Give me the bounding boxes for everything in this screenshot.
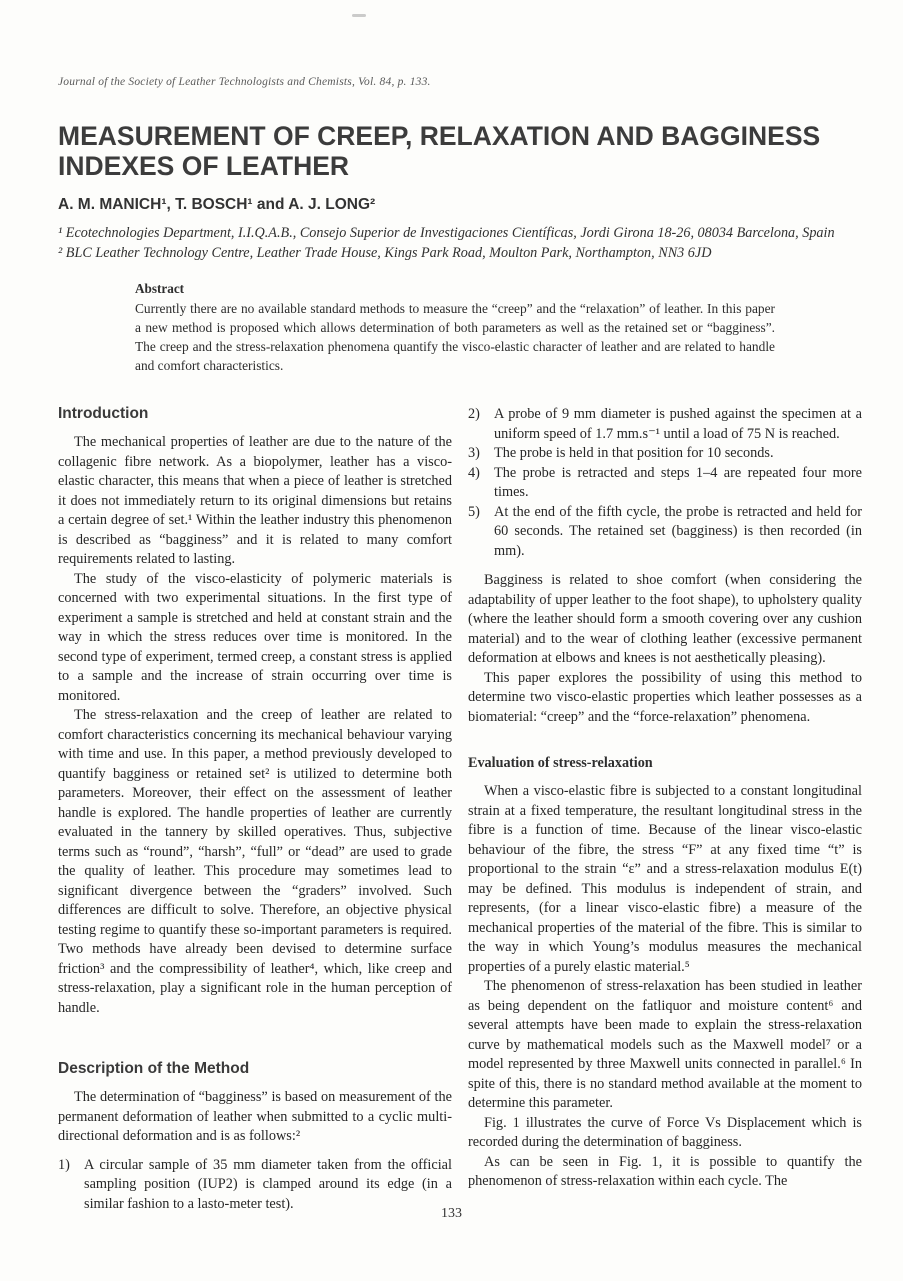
section-heading-introduction: Introduction [58, 405, 149, 422]
method-step-5 [468, 503, 862, 562]
affiliation-2: ² BLC Leather Technology Centre, Leather Trade House, Kings Park Road, Moulton Park, Northampton, NN3 6JD [58, 245, 712, 261]
fig1-discussion-paragraph: As can be seen in Fig. 1, it is possible to quantify the phenomenon of stress-relaxation within each cycle. The [468, 1153, 862, 1189]
abstract-text: Currently there are no available standard methods to measure the “creep” and the “relaxation” of leather. In this paper a new method is proposed which allows determination of both parameters as well as the retained set or “bagginess”. The creep and the stress-relaxation phenomena quantify the visco-elastic character of leather and are related to handle and comfort characteristics. [135, 301, 775, 373]
step-text: A circular sample of 35 mm diameter taken from the official sampling position (IUP2) is clamped around its edge (in a similar fashion to a lasto-meter test). [84, 1156, 452, 1212]
intro-paragraph-3: The stress-relaxation and the creep of leather are related to comfort characteristics concerning its mechanical behaviour varying with time and use. In this paper, a method previously developed to quantify bagginess or retained set² is utilized to determine both parameters. Moreover, their effect on the assessment of leather handle is explored. The handle properties of leather are currently evaluated in the tannery by skilled operatives. Thus, subjective terms such as “round”, “harsh”, “full” or “dead” are used to grade the quality of leather. This procedure may sometimes lead to significant divergence between the “graders” involved. Such differences are difficult to solve. Therefore, an objective physical testing regime to quantify these so-important parameters is required. Two methods have already been devised to determine surface friction³ and the compressibility of leather⁴, which, like creep and stress-relaxation, play a significant role in the human perception of handle. [58, 707, 452, 1016]
spacer [58, 1147, 452, 1156]
affiliations-block [58, 223, 862, 263]
spacer [468, 561, 862, 571]
step-number: 5) [468, 503, 480, 520]
step-number: 2) [468, 406, 480, 422]
abstract-block [135, 281, 775, 375]
method-step-2 [468, 405, 862, 444]
paper-scope-paragraph: This paper explores the possibility of using this method to determine two visco-elastic properties which leather possesses as a biomaterial: “creep” and the “force-relaxation” phenomena. [468, 669, 862, 725]
right-column [468, 405, 862, 1214]
journal-citation-line: Journal of the Society of Leather Technologists and Chemists, Vol. 84, p. 133. [58, 76, 431, 88]
evaluation-paragraph-1: When a visco-elastic fibre is subjected to a constant longitudinal strain at a fixed temperature, the resultant longitudinal stress in the fibre is a function of time. Because of the linear visco-elastic behaviour of the fibre, the stress “F” at any fixed time “t” is proportional to the strain “ε” and a stress-relaxation modulus E(t) may be defined. This modulus is independent of strain, and represents, (for a linear visco-elastic fibre) a measure of the mechanical properties of the material of the fibre. This is similar to the way in which Young’s modulus measures the mechanical properties of a purely elastic material.⁵ [468, 783, 862, 975]
step-number: 3) [468, 445, 480, 461]
intro-paragraph-2: The study of the visco-elasticity of polymeric materials is concerned with two experimental situations. In the first type of experiment a sample is stretched and held at constant strain and the way in which the stress reduces over time is monitored. In the second type of experiment, termed creep, a constant stress is applied to a sample and the increase of strain occurring over time is monitored. [58, 570, 452, 704]
method-paragraph: The determination of “bagginess” is based on measurement of the permanent deformation of leather when submitted to a cyclic multi-directional deformation and is as follows:² [58, 1089, 452, 1144]
step-text: At the end of the fifth cycle, the probe is retracted and held for 60 seconds. The retained set (bagginess) is then recorded (in mm). [494, 503, 862, 559]
bagginess-paragraph: Bagginess is related to shoe comfort (when considering the adaptability of upper leather to the foot shape), to upholstery quality (where the leather should form a smooth covering over any cushion material) and to the wear of clothing leather (excessive permanent deformation at elbows and knees is not aesthetically pleasing). [468, 572, 862, 666]
paper-title: MEASUREMENT OF CREEP, RELAXATION AND BAGGINESS INDEXES OF LEATHER [58, 121, 821, 181]
left-column [58, 405, 452, 1214]
step-number: 1) [58, 1156, 70, 1173]
two-column-body [58, 405, 862, 1214]
fig1-reference-paragraph: Fig. 1 illustrates the curve of Force Vs Displacement which is recorded during the determination of bagginess. [468, 1114, 862, 1150]
section-heading-evaluation: Evaluation of stress-relaxation [468, 755, 653, 771]
step-text: A probe of 9 mm diameter is pushed against the specimen at a uniform speed of 1.7 mm.s⁻¹ until a load of 75 N is reached. [494, 406, 862, 442]
step-text: The probe is held in that position for 10 seconds. [494, 445, 774, 461]
method-step-3 [468, 444, 862, 464]
intro-paragraph-1: The mechanical properties of leather are due to the nature of the collagenic fibre network. As a biopolymer, leather has a visco-elastic character, this means that when a piece of leather is stretched it does not immediately return to its original dimensions but retains a certain degree of set.¹ Within the leather industry this phenomenon is described as “bagginess” and it is related to many comfort requirements related to lasting. [58, 434, 452, 567]
section-heading-method: Description of the Method [58, 1060, 250, 1077]
method-step-4 [468, 464, 862, 503]
scan-artifact [352, 14, 366, 17]
abstract-heading: Abstract [135, 281, 185, 296]
authors-line: A. M. MANICH¹, T. BOSCH¹ and A. J. LONG² [58, 196, 376, 213]
evaluation-paragraph-2: The phenomenon of stress-relaxation has been studied in leather as being dependent on the fatliquor and moisture content⁶ and several attempts have been made to explain the stress-relaxation curve by mathematical models such as the Maxwell model⁷ or a model represented by three Maxwell units connected in parallel.⁶ In spite of this, there is no standard method available at the moment to determine this parameter. [468, 978, 862, 1111]
page-number: 133 [441, 1206, 462, 1221]
affiliation-1: ¹ Ecotechnologies Department, I.I.Q.A.B., Consejo Superior de Investigaciones Científicas, Jordi Girona 18-26, 08034 Barcelona, Spain [58, 225, 835, 241]
step-number: 4) [468, 464, 480, 481]
step-text: The probe is retracted and steps 1–4 are repeated four more times. [494, 464, 862, 500]
